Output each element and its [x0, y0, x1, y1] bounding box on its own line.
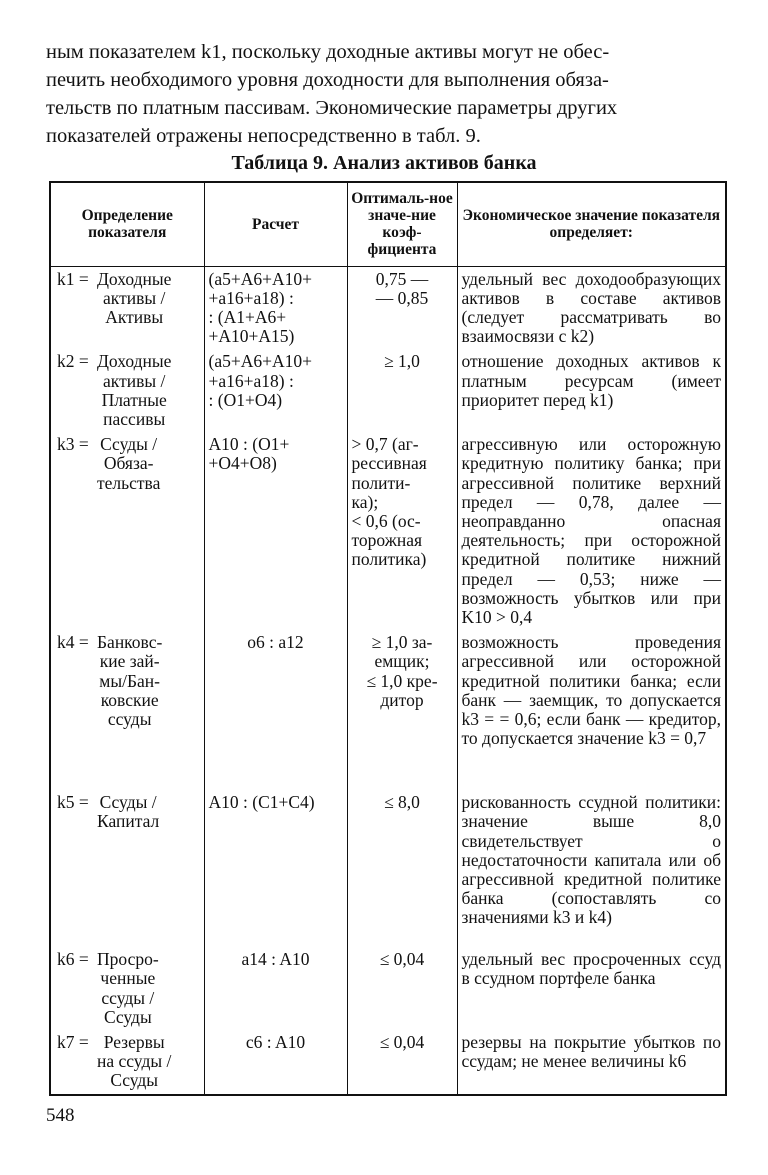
header-economic-meaning: Экономическое значение показателя определяет: [457, 182, 726, 266]
calculation-cell: A10 : (C1+C4) [204, 790, 347, 947]
page-number: 548 [46, 1105, 75, 1126]
indicator-symbol: k4 = [57, 632, 89, 653]
indicator-symbol: k5 = [57, 792, 89, 813]
table-row [50, 266, 726, 349]
calculation-cell: A10 : (O1+ +O4+O8) [204, 432, 347, 630]
indicator-definition: Ссуды / Капитал [97, 792, 160, 832]
indicator-definition: Банковс- кие зай- мы/Бан- ковские ссуды [97, 632, 163, 729]
calculation-cell: o6 : a12 [204, 630, 347, 790]
meaning-cell: отношение доходных активов к платным ресурсам (имеет приоритет перед k1) [457, 349, 726, 432]
intro-text: ным показателем k1, поскольку доходные активы могут не обес- печить необходимого уровня доходности для выполнения обяза- тельств по платным пассивам. Экономические параметры других показателей отражены непосредственно в табл. 9. [46, 41, 618, 147]
indicator-cell [50, 1030, 204, 1095]
optimal-value-cell: > 0,7 (аг- рессивная полити- ка); < 0,6 (ос- торожная политика) [347, 432, 457, 630]
optimal-value-cell: ≥ 1,0 [347, 349, 457, 432]
indicator-symbol: k7 = [57, 1031, 89, 1052]
indicator-symbol: k3 = [57, 434, 89, 455]
table-header-row [50, 182, 726, 266]
table-row [50, 947, 726, 1030]
indicator-definition: Доходные активы / Активы [97, 268, 172, 327]
calculation-cell: c6 : A10 [204, 1030, 347, 1095]
indicator-cell [50, 266, 204, 349]
header-calculation: Расчет [204, 182, 347, 266]
table-row [50, 630, 726, 790]
meaning-cell: удельный вес доходообразующих активов в составе активов (следует рассматривать во взаимосвязи с k2) [457, 266, 726, 349]
indicator-cell [50, 790, 204, 947]
calculation-cell: (a5+A6+A10+ +a16+a18) : : (A1+A6+ +A10+A15) [204, 266, 347, 349]
meaning-cell: возможность проведения агрессивной или осторожной кредитной политики банка; если банк — заемщик, то допускается k3 = = 0,6; если банк — кредитор, то допускается значение k3 = 0,7 [457, 630, 726, 790]
indicator-definition: Ссуды / Обяза- тельства [97, 434, 161, 493]
indicator-definition: Доходные активы / Платные пассивы [97, 351, 172, 429]
meaning-cell: рискованность ссудной политики: значение выше 8,0 свидетельствует о недостаточности капитала или об агрессивной кредитной политике банка (сопоставлять со значениями k3 и k4) [457, 790, 726, 947]
intro-paragraph [46, 38, 722, 150]
indicator-definition: Резервы на ссуды / Ссуды [97, 1031, 172, 1091]
indicator-cell [50, 630, 204, 790]
meaning-cell: агрессивную или осторожную кредитную политику банка; при агрессивной политике верхний предел — 0,78, далее — неоправданно опасная деятельность; при осторожной кредитной политике нижний предел — 0,53; ниже — возможность убытков или при K10 > 0,4 [457, 432, 726, 630]
optimal-value-cell: ≥ 1,0 за- емщик; ≤ 1,0 кре- дитор [347, 630, 457, 790]
table-row [50, 790, 726, 947]
table-caption: Таблица 9. Анализ активов банка [231, 152, 537, 174]
header-definition: Определение показателя [50, 182, 204, 266]
table-row [50, 432, 726, 630]
calculation-cell: (a5+A6+A10+ +a16+a18) : : (O1+O4) [204, 349, 347, 432]
optimal-value-cell: ≤ 8,0 [347, 790, 457, 947]
header-optimal-value: Оптималь-ное значе-ние коэф-фициента [347, 182, 457, 266]
indicator-cell [50, 432, 204, 630]
optimal-value-cell: 0,75 — — 0,85 [347, 266, 457, 349]
indicator-cell [50, 349, 204, 432]
table-row [50, 349, 726, 432]
calculation-cell: a14 : A10 [204, 947, 347, 1030]
optimal-value-cell: ≤ 0,04 [347, 1030, 457, 1095]
assets-analysis-table [49, 181, 727, 1096]
indicator-symbol: k6 = [57, 949, 89, 970]
indicator-cell [50, 947, 204, 1030]
optimal-value-cell: ≤ 0,04 [347, 947, 457, 1030]
table-row [50, 1030, 726, 1095]
meaning-cell: удельный вес просроченных ссуд в ссудном портфеле банка [457, 947, 726, 1030]
meaning-cell: резервы на покрытие убытков по ссудам; не менее величины k6 [457, 1030, 726, 1095]
indicator-definition: Просро- ченные ссуды / Ссуды [97, 949, 159, 1027]
indicator-symbol: k1 = [57, 268, 89, 289]
indicator-symbol: k2 = [57, 351, 89, 372]
